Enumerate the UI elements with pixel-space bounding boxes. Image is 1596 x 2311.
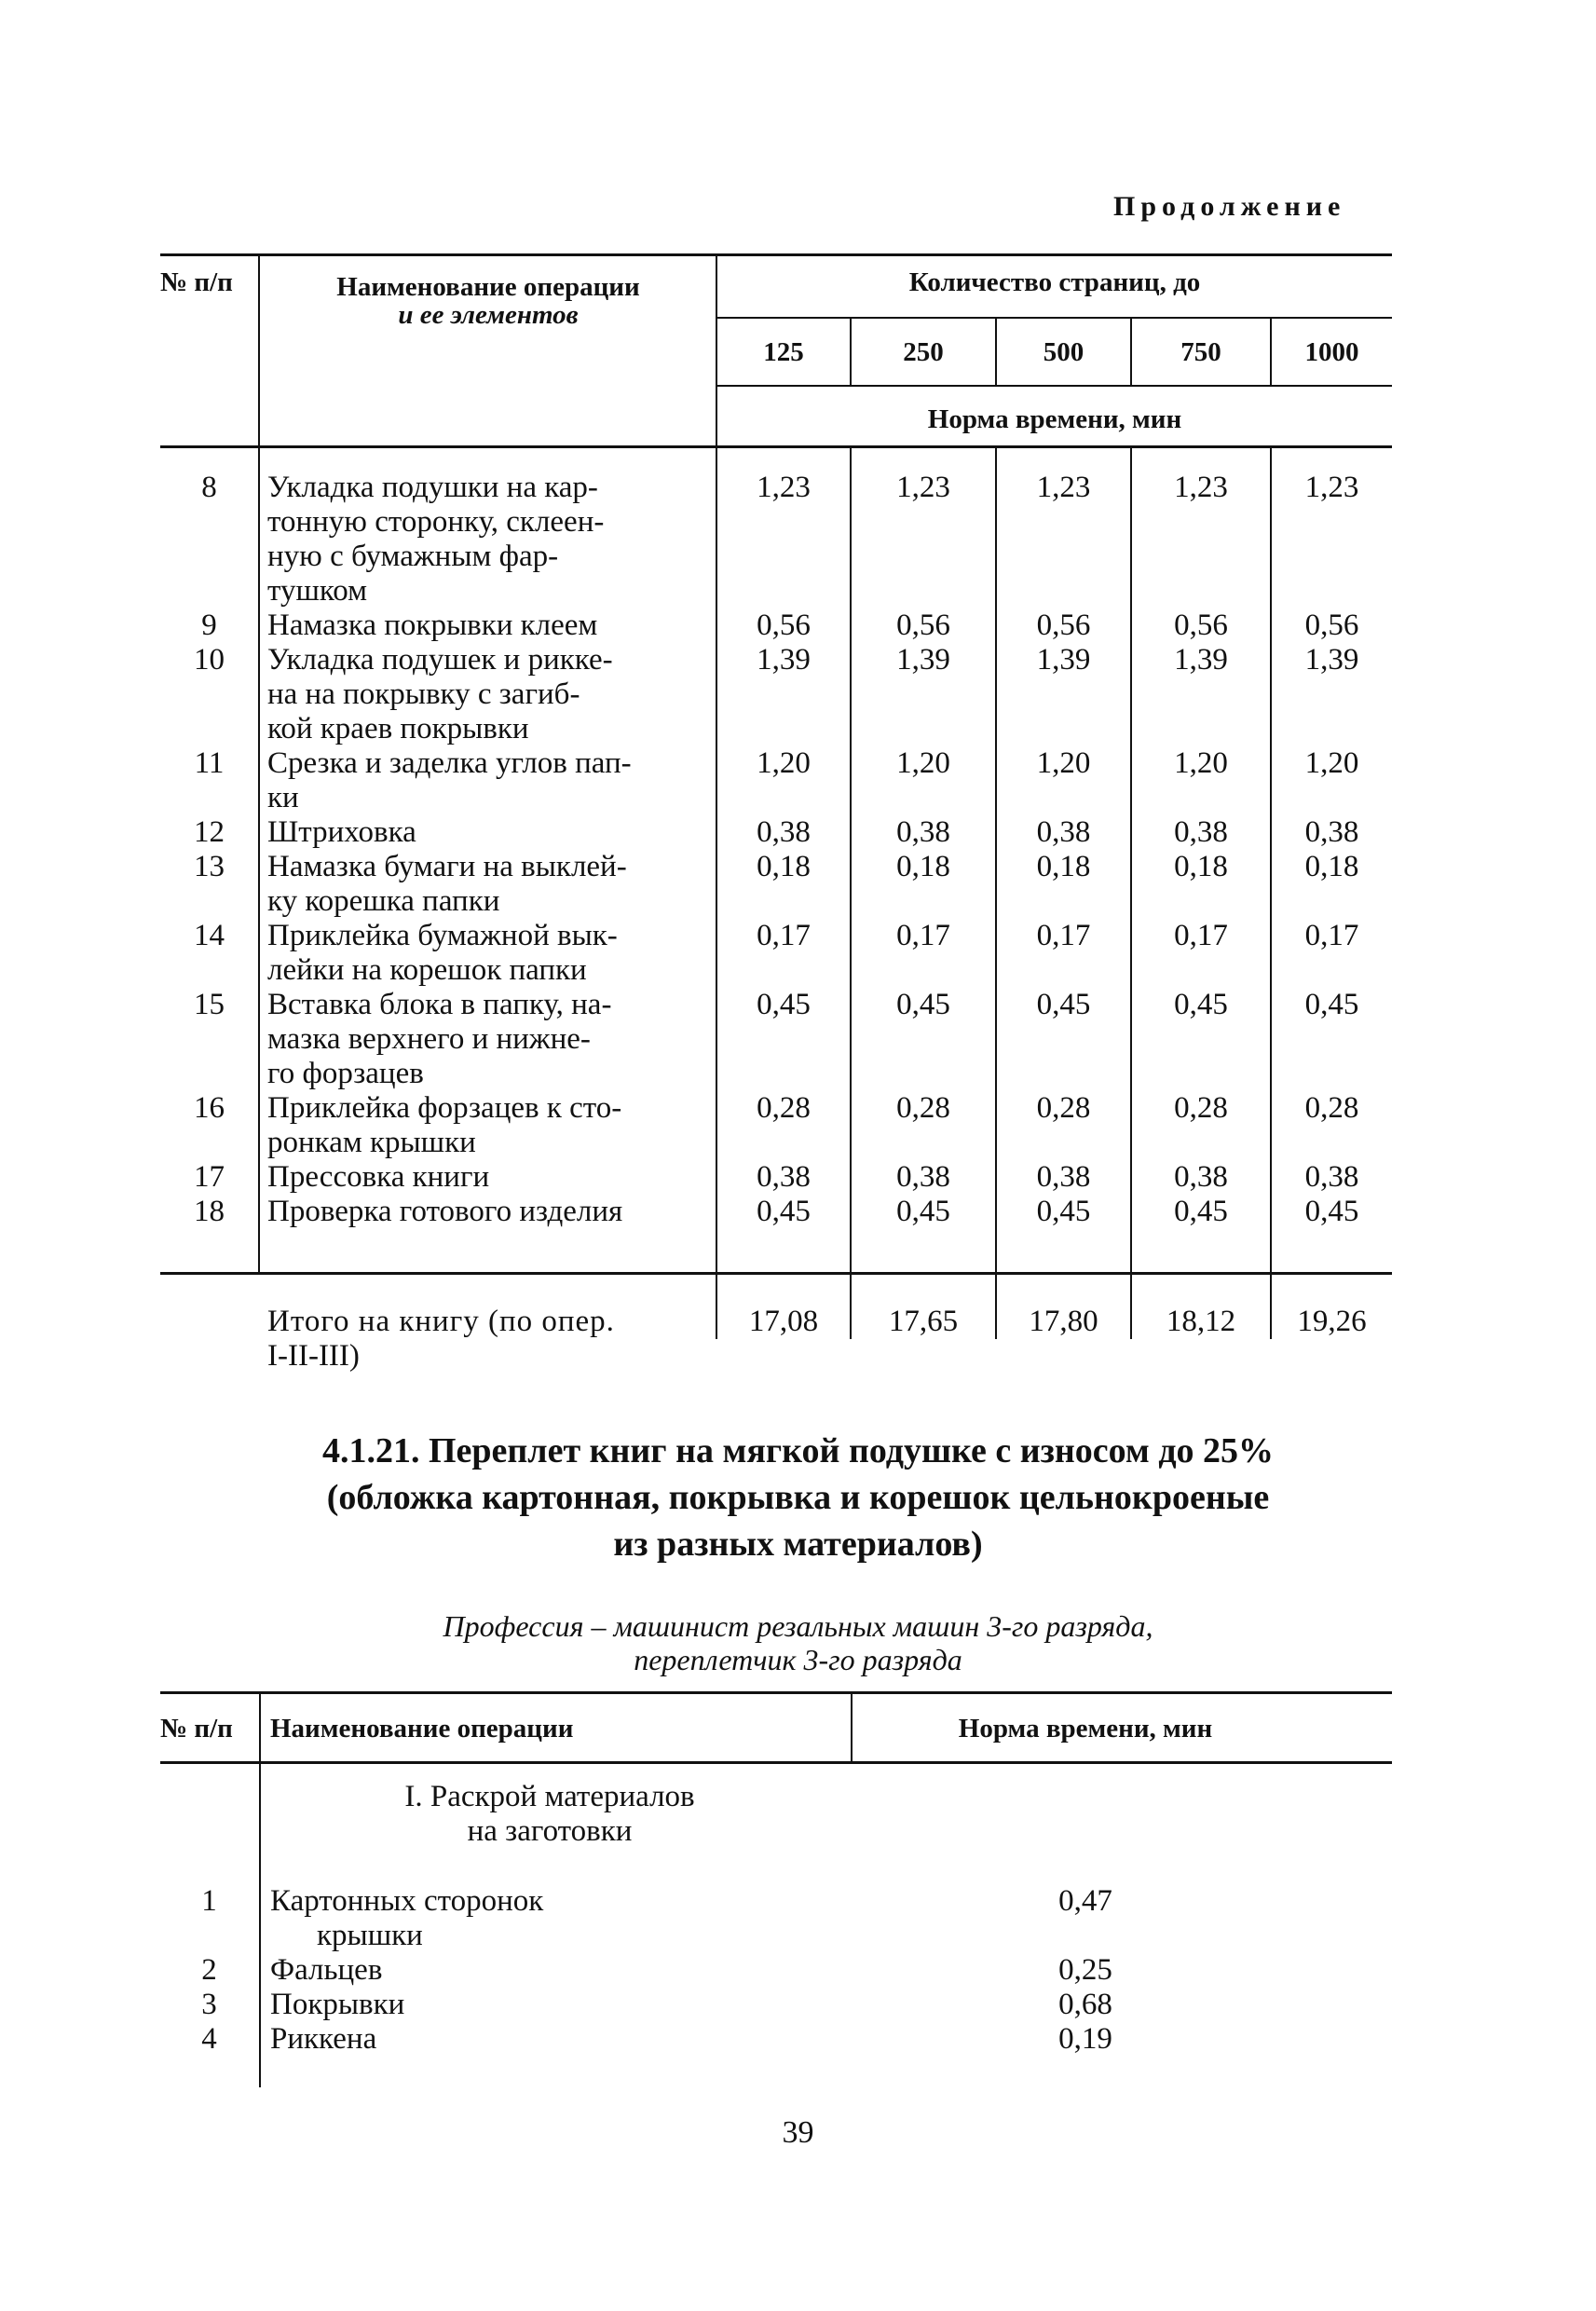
time-value: 0,28: [1036, 1091, 1091, 1125]
row-number: 16: [194, 1091, 225, 1125]
time-value: 0,38: [896, 1160, 950, 1194]
time-value: 0,28: [896, 1091, 950, 1125]
table1-page-count: 500: [1043, 337, 1084, 367]
table2-group-title: I. Раскрой материалов: [404, 1780, 695, 1813]
section-title-3: из разных материалов): [613, 1525, 983, 1564]
table1-counts-rule: [717, 385, 1392, 387]
time-value: 1,39: [896, 643, 950, 677]
operation-name: Штриховка: [267, 815, 416, 849]
time-value: 0,45: [1174, 988, 1228, 1021]
table2-col-norm-header: Норма времени, мин: [958, 1714, 1213, 1744]
time-value: 0,68: [1058, 1988, 1112, 2021]
row-number: 14: [194, 919, 225, 952]
table1-total-value: 19,26: [1297, 1305, 1367, 1338]
row-number: 15: [194, 988, 225, 1021]
time-value: 0,28: [1304, 1091, 1359, 1125]
row-number: 3: [201, 1988, 217, 2021]
table1-col-name-header: Наименование операции: [336, 272, 640, 302]
time-value: 0,45: [1304, 988, 1359, 1021]
table1-body-bottom-rule: [160, 1272, 1392, 1275]
time-value: 0,38: [757, 1160, 811, 1194]
operation-name: ку корешка папки: [267, 884, 500, 918]
table2-header-bottom-rule: [160, 1761, 1392, 1764]
time-value: 0,18: [896, 850, 950, 883]
operation-name: тушком: [267, 574, 368, 608]
time-value: 0,56: [757, 609, 811, 642]
table1-total-label-2: I-II-III): [267, 1339, 360, 1373]
operation-name: ки: [267, 781, 299, 814]
time-value: 0,38: [1174, 1160, 1228, 1194]
time-value: 0,56: [1304, 609, 1359, 642]
time-value: 1,39: [757, 643, 811, 677]
table2-col-num-header: № п/п: [160, 1714, 233, 1744]
time-value: 1,23: [1304, 471, 1359, 504]
row-number: 18: [194, 1195, 225, 1228]
time-value: 0,19: [1058, 2022, 1112, 2056]
material-name: крышки: [317, 1919, 423, 1952]
row-number: 13: [194, 850, 225, 883]
table1-total-value: 17,08: [748, 1305, 819, 1338]
operation-name: Укладка подушек и рикке-: [267, 643, 613, 677]
time-value: 1,23: [757, 471, 811, 504]
table1-norm-header: Норма времени, мин: [927, 404, 1182, 434]
time-value: 0,45: [1174, 1195, 1228, 1228]
time-value: 1,23: [1174, 471, 1228, 504]
time-value: 1,20: [757, 746, 811, 780]
time-value: 0,38: [1174, 815, 1228, 849]
time-value: 0,17: [1174, 919, 1228, 952]
page-number: 39: [782, 2115, 814, 2150]
time-value: 0,45: [757, 988, 811, 1021]
time-value: 0,17: [1036, 919, 1091, 952]
time-value: 0,56: [1036, 609, 1091, 642]
material-name: Фальцев: [270, 1953, 383, 1987]
time-value: 0,38: [1036, 815, 1091, 849]
table1-total-value: 17,80: [1029, 1305, 1098, 1338]
row-number: 11: [194, 746, 225, 780]
time-value: 0,28: [1174, 1091, 1228, 1125]
table1-total-value: 17,65: [888, 1305, 959, 1338]
table1-page-count: 250: [903, 337, 944, 367]
time-value: 0,18: [757, 850, 811, 883]
time-value: 0,38: [1304, 1160, 1359, 1194]
table1-vline-num: [258, 253, 260, 1272]
time-value: 0,45: [757, 1195, 811, 1228]
time-value: 0,38: [757, 815, 811, 849]
time-value: 0,56: [896, 609, 950, 642]
profession-line: Профессия – машинист резальных машин 3-го разряда,: [443, 1609, 1153, 1643]
operation-name: Приклейка бумажной вык-: [267, 919, 618, 952]
time-value: 0,38: [1036, 1160, 1091, 1194]
time-value: 1,23: [896, 471, 950, 504]
time-value: 0,38: [1304, 815, 1359, 849]
row-number: 1: [201, 1884, 217, 1918]
time-value: 1,39: [1174, 643, 1228, 677]
table1-page-count: 1000: [1304, 337, 1359, 367]
table1-page-count: 125: [763, 337, 804, 367]
time-value: 1,20: [1036, 746, 1091, 780]
time-value: 0,17: [1304, 919, 1359, 952]
table1-pages-header: Количество страниц, до: [908, 267, 1201, 297]
time-value: 0,45: [896, 1195, 950, 1228]
row-number: 2: [201, 1953, 217, 1987]
material-name: Картонных сторонок: [270, 1884, 544, 1918]
material-name: Покрывки: [270, 1988, 405, 2021]
table1-col-name-header-2: и ее элементов: [398, 300, 579, 330]
operation-name: тонную сторонку, склеен-: [267, 505, 605, 539]
time-value: 1,23: [1036, 471, 1091, 504]
operation-name: лейки на корешок папки: [267, 953, 587, 987]
time-value: 0,45: [1304, 1195, 1359, 1228]
time-value: 0,17: [757, 919, 811, 952]
operation-name: Проверка готового изделия: [267, 1195, 623, 1228]
time-value: 1,20: [896, 746, 950, 780]
operation-name: Намазка бумаги на выклей-: [267, 850, 627, 883]
section-title: 4.1.21. Переплет книг на мягкой подушке с износом до 25%: [321, 1431, 1275, 1470]
table1-top-rule: [160, 253, 1392, 256]
time-value: 0,18: [1036, 850, 1091, 883]
time-value: 0,38: [896, 815, 950, 849]
operation-name: Прессовка книги: [267, 1160, 490, 1194]
operation-name: Укладка подушки на кар-: [267, 471, 598, 504]
table2-col-name-header: Наименование операции: [270, 1714, 574, 1744]
time-value: 0,25: [1058, 1953, 1112, 1987]
table1-col-num-header: № п/п: [160, 267, 233, 297]
time-value: 0,45: [896, 988, 950, 1021]
table2-group-title-2: на заготовки: [467, 1814, 633, 1848]
operation-name: ронкам крышки: [267, 1126, 476, 1159]
time-value: 0,18: [1304, 850, 1359, 883]
section-title-2: (обложка картонная, покрывка и корешок цельнокроеные: [326, 1478, 1270, 1517]
operation-name: ную с бумажным фар-: [267, 540, 559, 573]
time-value: 1,20: [1174, 746, 1228, 780]
time-value: 0,45: [1036, 1195, 1091, 1228]
operation-name: кой краев покрывки: [267, 712, 529, 745]
table1-pages-rule: [717, 317, 1392, 319]
row-number: 9: [201, 609, 217, 642]
table2-top-rule: [160, 1691, 1392, 1694]
table1-total-value: 18,12: [1166, 1305, 1236, 1338]
operation-name: на на покрывку с загиб-: [267, 677, 580, 711]
time-value: 1,39: [1036, 643, 1091, 677]
row-number: 10: [194, 643, 225, 677]
table2-vline-num: [259, 1691, 261, 2087]
time-value: 1,39: [1304, 643, 1359, 677]
time-value: 0,28: [757, 1091, 811, 1125]
table1-total-label: Итого на книгу (по опер.: [267, 1305, 615, 1338]
row-number: 8: [201, 471, 217, 504]
time-value: 0,18: [1174, 850, 1228, 883]
operation-name: Приклейка форзацев к сто-: [267, 1091, 622, 1125]
row-number: 4: [201, 2022, 217, 2056]
row-number: 17: [194, 1160, 225, 1194]
time-value: 0,45: [1036, 988, 1091, 1021]
profession-line-2: переплетчик 3-го разряда: [634, 1643, 962, 1676]
table1-page-count: 750: [1180, 337, 1221, 367]
operation-name: го форзацев: [267, 1057, 424, 1090]
operation-name: Срезка и заделка углов пап-: [267, 746, 632, 780]
operation-name: Вставка блока в папку, на-: [267, 988, 612, 1021]
time-value: 0,17: [896, 919, 950, 952]
operation-name: мазка верхнего и нижне-: [267, 1022, 591, 1056]
time-value: 1,20: [1304, 746, 1359, 780]
continuation-label: Продолжение: [1113, 191, 1346, 222]
material-name: Риккена: [270, 2022, 377, 2056]
operation-name: Намазка покрывки клеем: [267, 609, 598, 642]
table1-header-bottom-rule: [160, 445, 1392, 448]
time-value: 0,47: [1058, 1884, 1112, 1918]
time-value: 0,56: [1174, 609, 1228, 642]
row-number: 12: [194, 815, 225, 849]
